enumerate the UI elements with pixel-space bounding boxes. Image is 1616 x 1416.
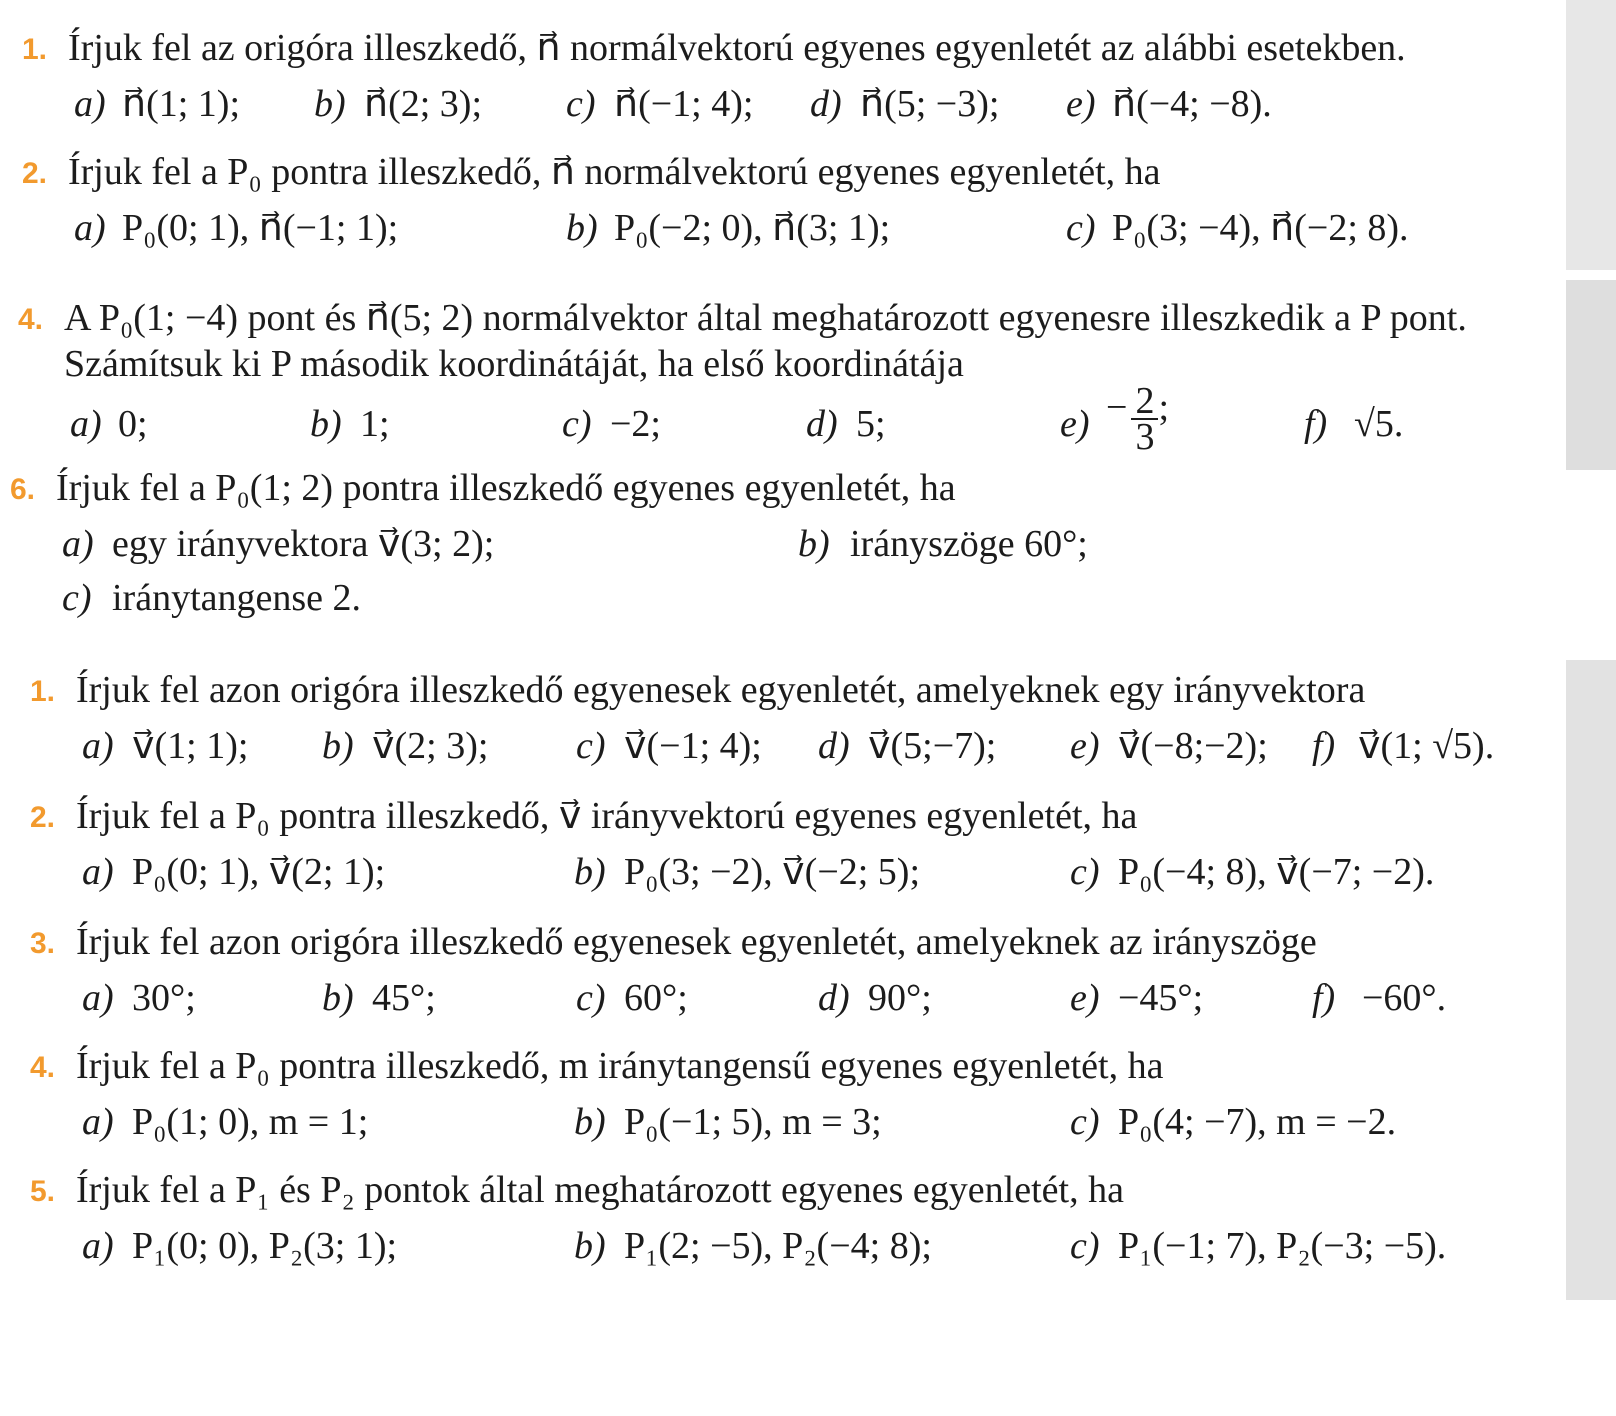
exercise-text: Írjuk fel azon origóra illeszkedő egyenesek egyenletét, amelyeknek egy irányvektora — [76, 669, 1366, 711]
item-label: c) — [1070, 851, 1100, 893]
item-value: P₀(3; −4), n⃗(−2; 8). — [1112, 207, 1409, 249]
exercise-number: 4. — [30, 1051, 56, 1084]
exercise-number: 2. — [22, 157, 48, 190]
exercise-text-continued: Számítsuk ki P második koordinátáját, ha első koordinátája — [64, 343, 964, 385]
item-label: a) — [74, 207, 106, 249]
page-edge-shadow — [1566, 0, 1616, 270]
page-edge-shadow — [1566, 280, 1616, 470]
item-label: a) — [62, 523, 94, 565]
item-value: P₀(−2; 0), n⃗(3; 1); — [614, 207, 891, 249]
item-value: −2; — [610, 403, 661, 445]
item-value: n⃗(−1; 4); — [614, 83, 754, 125]
item-value: v⃗(1; 1); — [132, 725, 249, 767]
item-value: v⃗(5;−7); — [868, 725, 997, 767]
item-label: b) — [574, 851, 606, 893]
item-label: a) — [74, 83, 106, 125]
item-label: c) — [576, 977, 606, 1019]
minus-sign: − — [1106, 386, 1128, 429]
item-value: P₀(−4; 8), v⃗(−7; −2). — [1118, 851, 1435, 893]
exercise-text: Írjuk fel a P₀(1; 2) pontra illeszkedő egyenes egyenletét, ha — [56, 467, 956, 509]
exercise-number: 5. — [30, 1175, 56, 1208]
fraction-numerator: 2 — [1131, 384, 1158, 420]
item-value: v⃗(−8;−2); — [1118, 725, 1268, 767]
item-value: 0; — [118, 403, 148, 445]
exercise-text: Írjuk fel a P₀ pontra illeszkedő, m iránytangensű egyenes egyenletét, ha — [76, 1045, 1164, 1087]
exercise-number: 4. — [18, 303, 44, 336]
item-label: c) — [1070, 1101, 1100, 1143]
item-label: c) — [566, 83, 596, 125]
item-label: a) — [70, 403, 102, 445]
item-value: P₁(0; 0), P₂(3; 1); — [132, 1225, 398, 1267]
item-label: e) — [1060, 403, 1090, 445]
exercise-text: Írjuk fel a P₀ pontra illeszkedő, v⃗ irányvektorú egyenes egyenletét, ha — [76, 795, 1138, 837]
exercise-number: 6. — [10, 473, 36, 506]
item-label: c) — [1070, 1225, 1100, 1267]
item-label: a) — [82, 851, 114, 893]
item-value: n⃗(2; 3); — [364, 83, 483, 125]
item-suffix: ; — [1158, 386, 1169, 429]
item-label: a) — [82, 1225, 114, 1267]
item-value: n⃗(5; −3); — [860, 83, 1000, 125]
item-label: b) — [314, 83, 346, 125]
item-value: 60°; — [624, 977, 688, 1019]
item-value: 30°; — [132, 977, 196, 1019]
item-value: v⃗(−1; 4); — [624, 725, 762, 767]
item-label: b) — [798, 523, 830, 565]
item-label: b) — [310, 403, 342, 445]
item-value: P₀(0; 1), n⃗(−1; 1); — [122, 207, 399, 249]
fraction — [1131, 380, 1158, 458]
item-label: e) — [1066, 83, 1096, 125]
item-label: c) — [576, 725, 606, 767]
item-value: iránytangense 2. — [112, 577, 362, 619]
exercise-text: Írjuk fel az origóra illeszkedő, n⃗ normálvektorú egyenes egyenletét az alábbi esetekben. — [68, 27, 1406, 69]
item-label: f) — [1304, 403, 1328, 445]
item-value: egy irányvektora v⃗(3; 2); — [112, 523, 495, 565]
item-label: b) — [574, 1225, 606, 1267]
item-value: √5. — [1354, 403, 1404, 445]
item-value: n⃗(−4; −8). — [1112, 83, 1272, 125]
fraction-denominator: 3 — [1135, 416, 1155, 458]
item-value: P₀(4; −7), m = −2. — [1118, 1101, 1397, 1143]
item-label: d) — [810, 83, 842, 125]
item-label: e) — [1070, 725, 1100, 767]
item-value: 5; — [856, 403, 886, 445]
exercise-number: 1. — [30, 675, 56, 708]
exercise-text: Írjuk fel a P₁ és P₂ pontok által meghatározott egyenes egyenletét, ha — [76, 1169, 1124, 1211]
item-value: P₀(0; 1), v⃗(2; 1); — [132, 851, 386, 893]
page-edge-shadow — [1566, 660, 1616, 1300]
item-label: c) — [62, 577, 92, 619]
exercise-text: Írjuk fel a P₀ pontra illeszkedő, n⃗ normálvektorú egyenes egyenletét, ha — [68, 151, 1161, 193]
exercise-number: 3. — [30, 927, 56, 960]
item-label: a) — [82, 1101, 114, 1143]
item-value: 1; — [360, 403, 390, 445]
item-value: irányszöge 60°; — [850, 523, 1088, 565]
item-value: −60°. — [1362, 977, 1447, 1019]
item-label: d) — [806, 403, 838, 445]
item-label: a) — [82, 977, 114, 1019]
item-value: P₁(−1; 7), P₂(−3; −5). — [1118, 1225, 1447, 1267]
item-label: f) — [1312, 977, 1336, 1019]
item-label: a) — [82, 725, 114, 767]
item-value: 45°; — [372, 977, 436, 1019]
item-value: −45°; — [1118, 977, 1204, 1019]
item-value: v⃗(2; 3); — [372, 725, 489, 767]
item-label: f) — [1312, 725, 1336, 767]
exercise-text: Írjuk fel azon origóra illeszkedő egyenesek egyenletét, amelyeknek az irányszöge — [76, 921, 1317, 963]
item-value: P₀(−1; 5), m = 3; — [624, 1101, 882, 1143]
item-label: d) — [818, 725, 850, 767]
item-label: c) — [1066, 207, 1096, 249]
item-label: e) — [1070, 977, 1100, 1019]
item-value: 90°; — [868, 977, 932, 1019]
exercise-number: 1. — [22, 33, 48, 66]
item-label: d) — [818, 977, 850, 1019]
item-value: P₀(3; −2), v⃗(−2; 5); — [624, 851, 921, 893]
item-value: n⃗(1; 1); — [122, 83, 241, 125]
item-value-fraction — [1106, 380, 1169, 458]
item-label: c) — [562, 403, 592, 445]
item-label: b) — [322, 725, 354, 767]
exercise-text: A P₀(1; −4) pont és n⃗(5; 2) normálvektor által meghatározott egyenesre illeszkedik a P pont. — [64, 297, 1467, 339]
item-label: b) — [574, 1101, 606, 1143]
item-value: P₁(2; −5), P₂(−4; 8); — [624, 1225, 932, 1267]
item-label: b) — [322, 977, 354, 1019]
item-label: b) — [566, 207, 598, 249]
item-value: v⃗(1; √5). — [1358, 725, 1495, 767]
item-value: P₀(1; 0), m = 1; — [132, 1101, 369, 1143]
exercise-number: 2. — [30, 801, 56, 834]
